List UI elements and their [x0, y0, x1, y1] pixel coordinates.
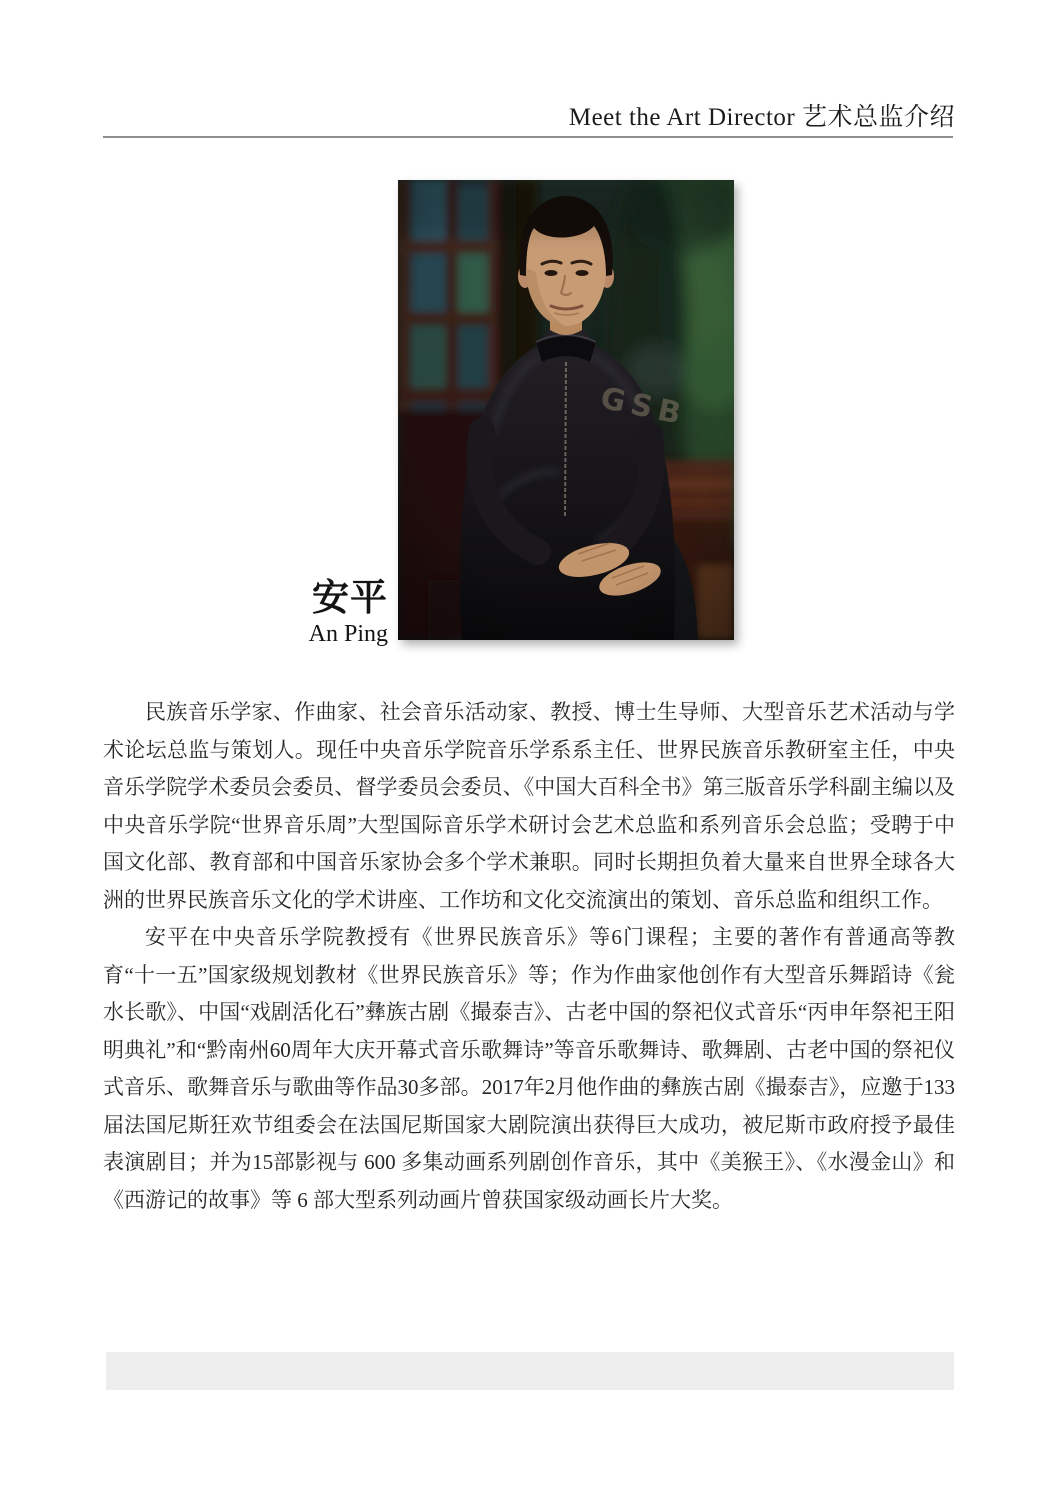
- artist-name-block: [180, 577, 388, 647]
- vignette-overlay: [398, 180, 734, 640]
- art-director-photo: [398, 180, 734, 640]
- header-rule: [103, 136, 953, 138]
- footer-bar: [106, 1352, 954, 1390]
- artist-name-english: An Ping: [308, 621, 388, 647]
- bio-paragraph-2: 安平在中央音乐学院教授有《世界民族音乐》等6门课程；主要的著作有普通高等教育“十一五”国家级规划教材《世界民族音乐》等；作为作曲家他创作有大型音乐舞蹈诗《瓮水长歌》、中国“戏剧活化石”彝族古剧《撮泰吉》、古老中国的祭祀仪式音乐“丙申年祭祀王阳明典礼”和“黔南州60周年大庆开幕式音乐歌舞诗”等音乐歌舞诗、歌舞剧、古老中国的祭祀仪式音乐、歌舞音乐与歌曲等作品30多部。2017年2月他作曲的彝族古剧《撮泰吉》，应邀于133届法国尼斯狂欢节组委会在法国尼斯国家大剧院演出获得巨大成功，被尼斯市政府授予最佳表演剧目；并为15部影视与 600 多集动画系列剧创作音乐，其中《美猴王》、《水漫金山》和《西游记的故事》等 6 部大型系列动画片曾获国家级动画长片大奖。: [103, 925, 955, 1212]
- bio-section: [103, 694, 955, 1219]
- bio-paragraph-1: 民族音乐学家、作曲家、社会音乐活动家、教授、博士生导师、大型音乐艺术活动与学术论坛总监与策划人。现任中央音乐学院音乐学系系主任、世界民族音乐教研室主任，中央音乐学院学术委员会委员、督学委员会委员、《中国大百科全书》第三版音乐学科副主编以及中央音乐学院“世界音乐周”大型国际音乐学术研讨会艺术总监和系列音乐会总监；受聘于中国文化部、教育部和中国音乐家协会多个学术兼职。同时长期担负着大量来自世界全球各大洲的世界民族音乐文化的学术讲座、工作坊和文化交流演出的策划、音乐总监和组织工作。: [103, 700, 955, 912]
- page-title: Meet the Art Director 艺术总监介绍: [568, 104, 955, 131]
- artist-name-chinese: 安平: [312, 578, 388, 619]
- portrait-illustration: [398, 180, 734, 640]
